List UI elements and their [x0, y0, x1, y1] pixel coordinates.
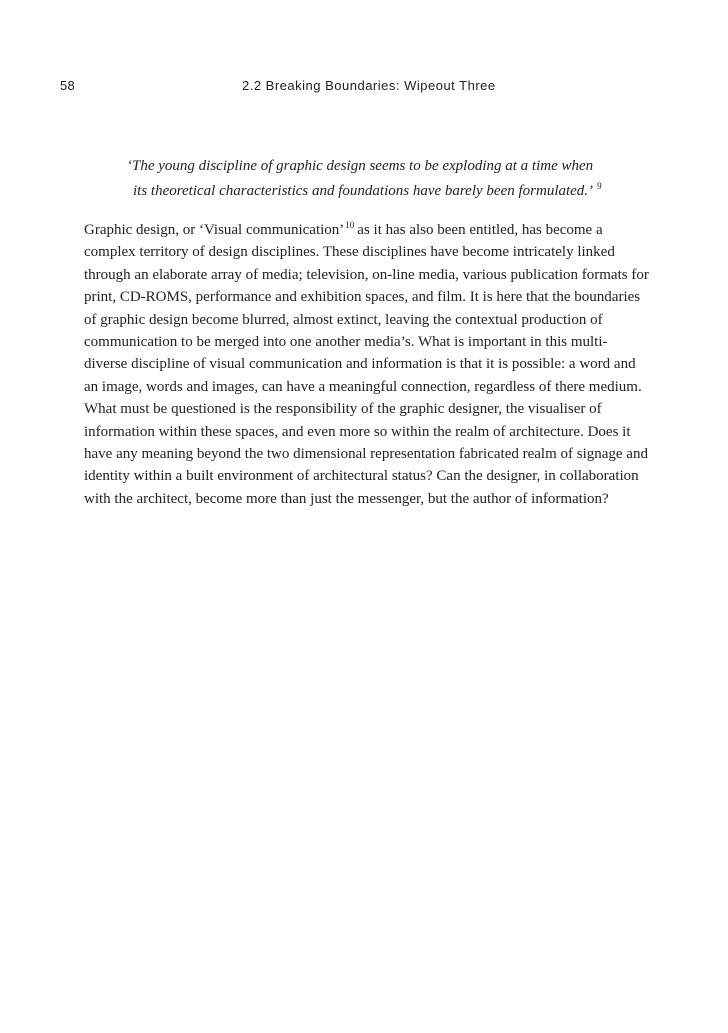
paragraph-line: of graphic design become blurred, almost extinct, leaving the contextual production of [84, 311, 603, 328]
paragraph-line: What must be questioned is the responsibility of the graphic designer, the visualiser of [84, 401, 602, 418]
paragraph-text: Graphic design, or ‘Visual communication’ [84, 222, 345, 238]
paragraph-line: an image, words and images, can have a meaningful connection, regardless of there medium. [84, 378, 642, 395]
epigraph-quote [127, 154, 653, 204]
paragraph-line [84, 219, 659, 241]
paragraph-line: communication to be merged into one another media’s. What is important in this multi- [84, 334, 608, 351]
paragraph-line: complex territory of design disciplines. These disciplines have become intricately linked [84, 244, 615, 261]
footnote-ref: 10 [345, 220, 355, 230]
page-number: 58 [60, 78, 76, 93]
running-head: 2.2 Breaking Boundaries: Wipeout Three [242, 78, 496, 93]
paragraph-line: with the architect, become more than just the messenger, but the author of information? [84, 490, 609, 507]
paragraph-line: print, CD-ROMS, performance and exhibition spaces, and film. It is here that the boundaries [84, 289, 641, 306]
epigraph-line-text: its theoretical characteristics and foundations have barely been formulated.’ [133, 183, 594, 199]
paragraph-text: as it has also been entitled, has become a [357, 222, 603, 238]
paragraph-line: information within these spaces, and even more so within the realm of architecture. Does it [84, 423, 631, 440]
epigraph-line [133, 179, 653, 204]
paragraph-line: identity within a built environment of architectural status? Can the designer, in collaboration [84, 468, 639, 485]
body-paragraph [84, 219, 659, 510]
paragraph-line: through an elaborate array of media; television, on-line media, various publication formats for [84, 266, 649, 283]
footnote-ref: 9 [597, 181, 602, 191]
epigraph-line: ‘The young discipline of graphic design seems to be exploding at a time when [127, 158, 594, 174]
paragraph-line: diverse discipline of visual communication and information is that it is possible: a word and [84, 356, 636, 373]
paragraph-line: have any meaning beyond the two dimensional representation fabricated realm of signage and [84, 446, 648, 463]
